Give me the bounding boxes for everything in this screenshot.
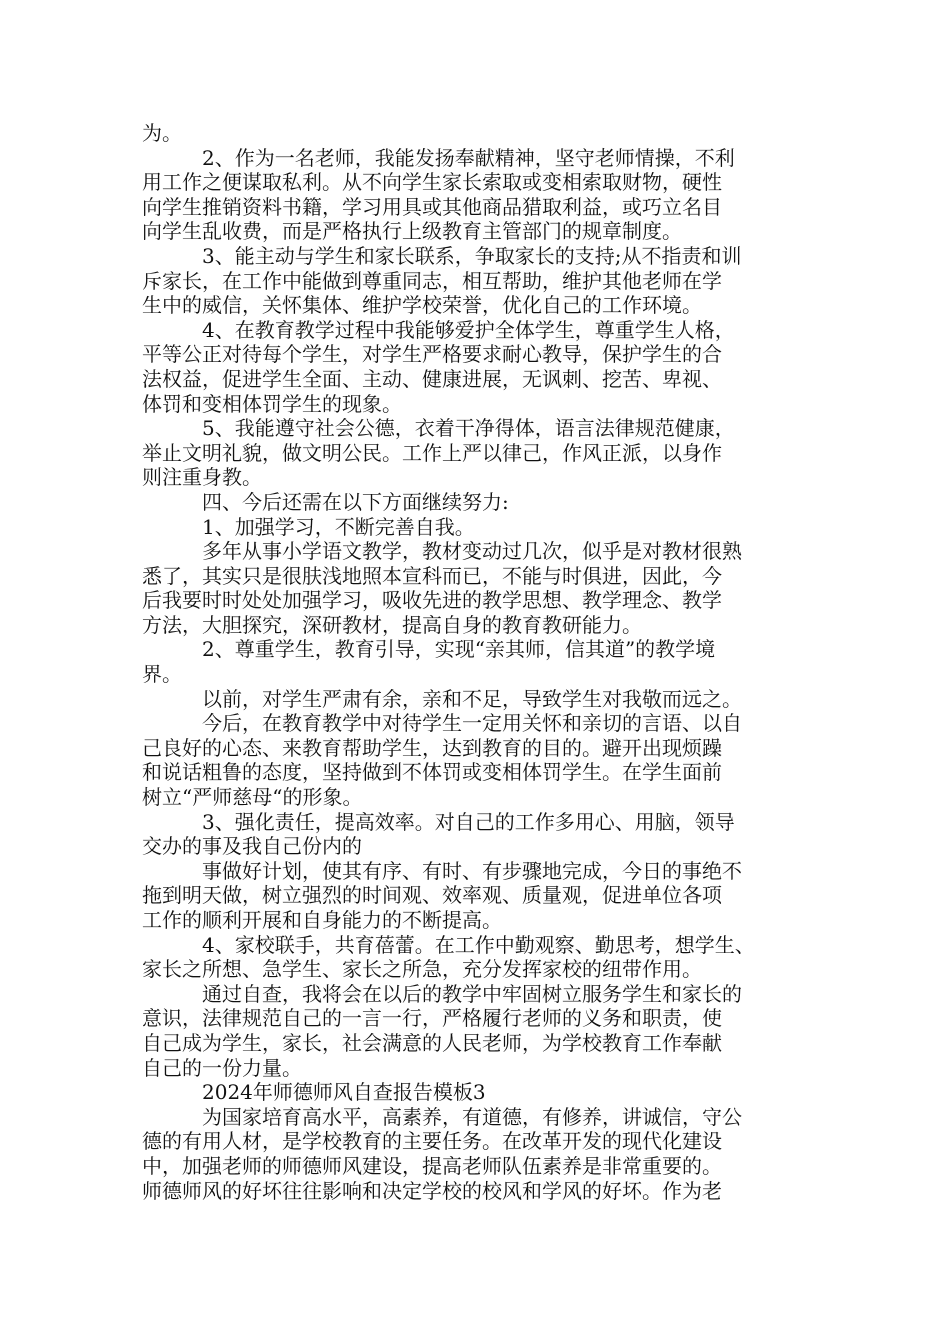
text-line: 己良好的心态、来教育帮助学生，达到教育的目的。避开出现烦躁 xyxy=(142,735,722,760)
text-line: 多年从事小学语文教学，教材变动过几次，似乎是对教材很熟 xyxy=(202,539,742,564)
text-line: 用工作之便谋取私利。从不向学生家长索取或变相索取财物，硬性 xyxy=(142,170,722,195)
text-line: 2024年师德师风自查报告模板3 xyxy=(202,1080,486,1105)
text-line: 后我要时时处处加强学习，吸收先进的教学思想、教学理念、教学 xyxy=(142,588,722,613)
text-line: 交办的事及我自己份内的 xyxy=(142,834,362,859)
document-body xyxy=(142,121,832,1203)
text-line: 四、今后还需在以下方面继续努力: xyxy=(202,489,509,514)
text-line: 5、我能遵守社会公德，衣着干净得体，语言法律规范健康， xyxy=(202,416,735,441)
text-line: 悉了，其实只是很肤浅地照本宣科而已，不能与时俱进，因此，今 xyxy=(142,563,722,588)
text-line: 方法，大胆探究，深研教材，提高自身的教育教研能力。 xyxy=(142,612,642,637)
text-line: 生中的威信，关怀集体、维护学校荣誉，优化自己的工作环境。 xyxy=(142,293,702,318)
text-line: 4、在教育教学过程中我能够爱护全体学生，尊重学生人格， xyxy=(202,317,735,342)
text-line: 2、作为一名老师，我能发扬奉献精神，坚守老师情操，不利 xyxy=(202,145,735,170)
text-line: 意识，法律规范自己的一言一行，严格履行老师的义务和职责，使 xyxy=(142,1006,722,1031)
text-line: 自己成为学生，家长，社会满意的人民老师，为学校教育工作奉献 xyxy=(142,1030,722,1055)
text-line: 界。 xyxy=(142,662,182,687)
text-line: 3、能主动与学生和家长联系，争取家长的支持;从不指责和训 xyxy=(202,243,742,268)
text-line: 拖到明天做，树立强烈的时间观、效率观、质量观，促进单位各项 xyxy=(142,883,722,908)
text-line: 则注重身教。 xyxy=(142,465,262,490)
text-line: 以前，对学生严肃有余，亲和不足，导致学生对我敬而远之。 xyxy=(202,686,742,711)
text-line: 1、加强学习，不断完善自我。 xyxy=(202,514,475,539)
text-line: 事做好计划，使其有序、有时、有步骤地完成，今日的事绝不 xyxy=(202,858,742,883)
text-line: 4、家校联手，共育蓓蕾。在工作中勤观察、勤思考，想学生、 xyxy=(202,932,755,957)
text-line: 通过自查，我将会在以后的教学中牢固树立服务学生和家长的 xyxy=(202,981,742,1006)
text-line: 中，加强老师的师德师风建设，提高老师队伍素养是非常重要的。 xyxy=(142,1153,722,1178)
text-line: 和说话粗鲁的态度，坚持做到不体罚或变相体罚学生。在学生面前 xyxy=(142,760,722,785)
text-line: 为国家培育高水平，高素养，有道德，有修养，讲诚信，守公 xyxy=(202,1104,742,1129)
text-line: 为。 xyxy=(142,121,182,145)
text-line: 举止文明礼貌，做文明公民。工作上严以律己，作风正派，以身作 xyxy=(142,440,722,465)
text-line: 3、强化责任，提高效率。对自己的工作多用心、用脑，领导 xyxy=(202,809,735,834)
text-line: 树立“严师慈母“的形象。 xyxy=(142,785,363,810)
text-line: 自己的一份力量。 xyxy=(142,1055,302,1080)
text-line: 法权益，促进学生全面、主动、健康进展，无讽刺、挖苦、卑视、 xyxy=(142,366,722,391)
text-line: 斥家长，在工作中能做到尊重同志，相互帮助，维护其他老师在学 xyxy=(142,268,722,293)
text-line: 今后，在教育教学中对待学生一定用关怀和亲切的言语、以自 xyxy=(202,711,742,736)
text-line: 向学生乱收费，而是严格执行上级教育主管部门的规章制度。 xyxy=(142,219,682,244)
text-line: 工作的顺利开展和自身能力的不断提高。 xyxy=(142,908,502,932)
text-line: 平等公正对待每个学生，对学生严格要求耐心教导，保护学生的合 xyxy=(142,342,722,367)
text-line: 2、尊重学生，教育引导，实现“亲其师，信其道”的教学境 xyxy=(202,637,716,662)
text-line: 师德师风的好坏往往影响和决定学校的校风和学风的好坏。作为老 xyxy=(142,1178,722,1203)
text-line: 体罚和变相体罚学生的现象。 xyxy=(142,391,402,416)
text-line: 向学生推销资料书籍，学习用具或其他商品猎取利益，或巧立名目 xyxy=(142,194,722,219)
text-line: 家长之所想、急学生、家长之所急，充分发挥家校的纽带作用。 xyxy=(142,957,702,982)
text-line: 德的有用人材，是学校教育的主要任务。在改革开发的现代化建设 xyxy=(142,1129,722,1154)
